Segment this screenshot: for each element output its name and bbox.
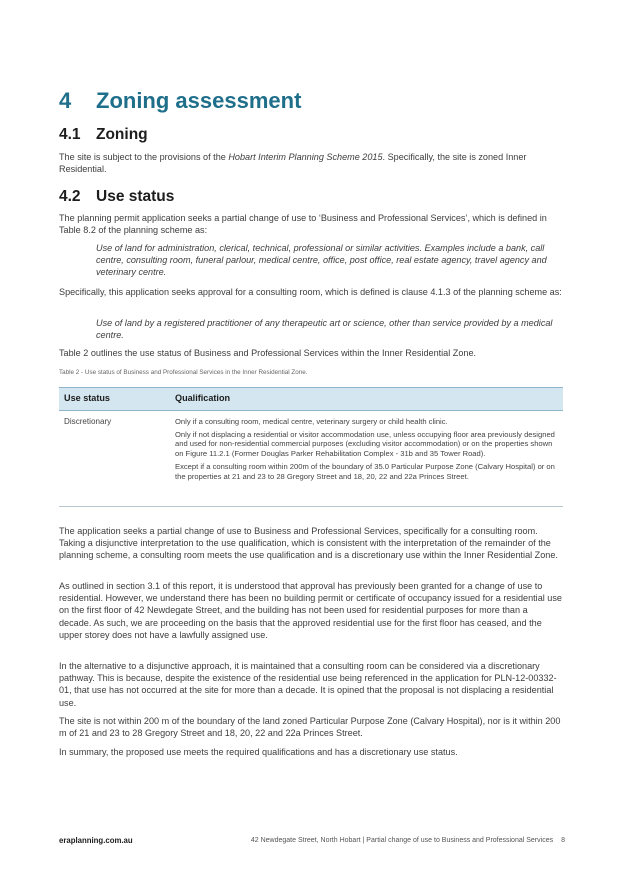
zoning-paragraph: The site is subject to the provisions of the Hobart Interim Planning Scheme 2015. Specifically, the site is zoned Inner Residential. [59, 152, 527, 175]
subsection-title: Zoning [96, 126, 148, 143]
table-row [59, 411, 563, 507]
page-number: 8 [561, 837, 565, 844]
qualification-item: Only if not displacing a residential or visitor accommodation use, unless occupying floor area previously designed and used for non-residential commercial purposes (excluding visitor accommodation) or on the properties shown on Figure 11.2.1 (Former Douglas Parker Rehabilitation Complex - 31b and 35 Tower Road). [175, 429, 555, 459]
qualification-item: Except if a consulting room within 200m of the boundary of 35.0 Particular Purpose Zone (Calvary Hospital) or on the properties at 21 and 23 to 28 Gregory Street and 18, 20, 22 and 22a Princes Street. [175, 461, 555, 481]
qualification-cell [175, 417, 557, 484]
body-paragraph: The application seeks a partial change of use to Business and Professional Services, specifically for a consulting room. Taking a disjunctive interpretation to the use qualification, which is consistent with the interpretation of the remainder of the planning scheme, a consulting room meets the use qualification and is a discretionary use within the Inner Residential Zone. [59, 526, 558, 561]
subsection-number: 4.1 [59, 126, 81, 143]
column-header-qualification: Qualification [175, 393, 231, 403]
qualification-item: Only if a consulting room, medical centre, veterinary surgery or child health clinic. [175, 417, 448, 426]
use-status-paragraph-1: The planning permit application seeks a partial change of use to ‘Business and Professional Services’, which is defined in Table 8.2 of the planning scheme as: [59, 213, 547, 236]
definition-quote-business: Use of land for administration, clerical, technical, professional or similar activities. Examples include a bank, call centre, consulting room, funeral parlour, medical centre, office, post office, real estate agency, travel agency and veterinary centre. [96, 243, 547, 278]
section-title: Zoning assessment [96, 88, 302, 113]
use-status-cell: Discretionary [64, 417, 112, 426]
subsection-number: 4.2 [59, 188, 81, 205]
subsection-heading-zoning [59, 126, 148, 144]
planning-scheme-name: Hobart Interim Planning Scheme 2015 [228, 152, 383, 162]
body-paragraph: In summary, the proposed use meets the required qualifications and has a discretionary use status. [59, 747, 458, 757]
column-header-use-status: Use status [64, 393, 110, 403]
definition-quote-consulting-room: Use of land by a registered practitioner of any therapeutic art or science, other than service provided by a medical centre. [96, 318, 553, 341]
body-paragraph: The site is not within 200 m of the boundary of the land zoned Particular Purpose Zone (Calvary Hospital), nor is it within 200 m of 21 and 23 to 28 Gregory Street and 18, 20, 22 and 22a Princes Street. [59, 716, 561, 739]
use-status-table [59, 387, 563, 507]
footer-description: 42 Newdegate Street, North Hobart | Partial change of use to Business and Professional Services [250, 837, 554, 844]
body-paragraph: As outlined in section 3.1 of this report, it is understood that approval has previously been granted for a change of use to residential. However, we understand there has been no building permit or certificate of occupancy issued for a residential use on the first floor of 42 Newdegate Street, and the building has not been used for residential purposes for more than a decade. As such, we are proceeding on the basis that the approved residential use for the first floor has ceased, and the upper storey does not have a lawfully assigned use. [59, 581, 562, 640]
table-header-row [59, 387, 563, 411]
subsection-title: Use status [96, 188, 175, 205]
use-status-paragraph-2: Specifically, this application seeks approval for a consulting room, which is defined is clause 4.1.3 of the planning scheme as: [59, 287, 562, 297]
table-caption: Table 2 - Use status of Business and Professional Services in the Inner Residential Zone. [59, 369, 308, 376]
footer-info [251, 837, 565, 844]
use-status-paragraph-3: Table 2 outlines the use status of Business and Professional Services within the Inner Residential Zone. [59, 348, 477, 358]
footer-website-link[interactable]: eraplanning.com.au [59, 836, 133, 845]
subsection-heading-use-status [59, 188, 174, 206]
section-heading [59, 88, 301, 114]
body-paragraph: In the alternative to a disjunctive approach, it is maintained that a consulting room can be considered via a discretionary pathway. This is because, despite the existence of the residential use being referenced in the application for PLN-12-00332-01, that use has not occurred at the site for more than a decade. It is opined that the proposal is not displacing a residential use. [59, 661, 557, 708]
section-number: 4 [59, 88, 72, 113]
